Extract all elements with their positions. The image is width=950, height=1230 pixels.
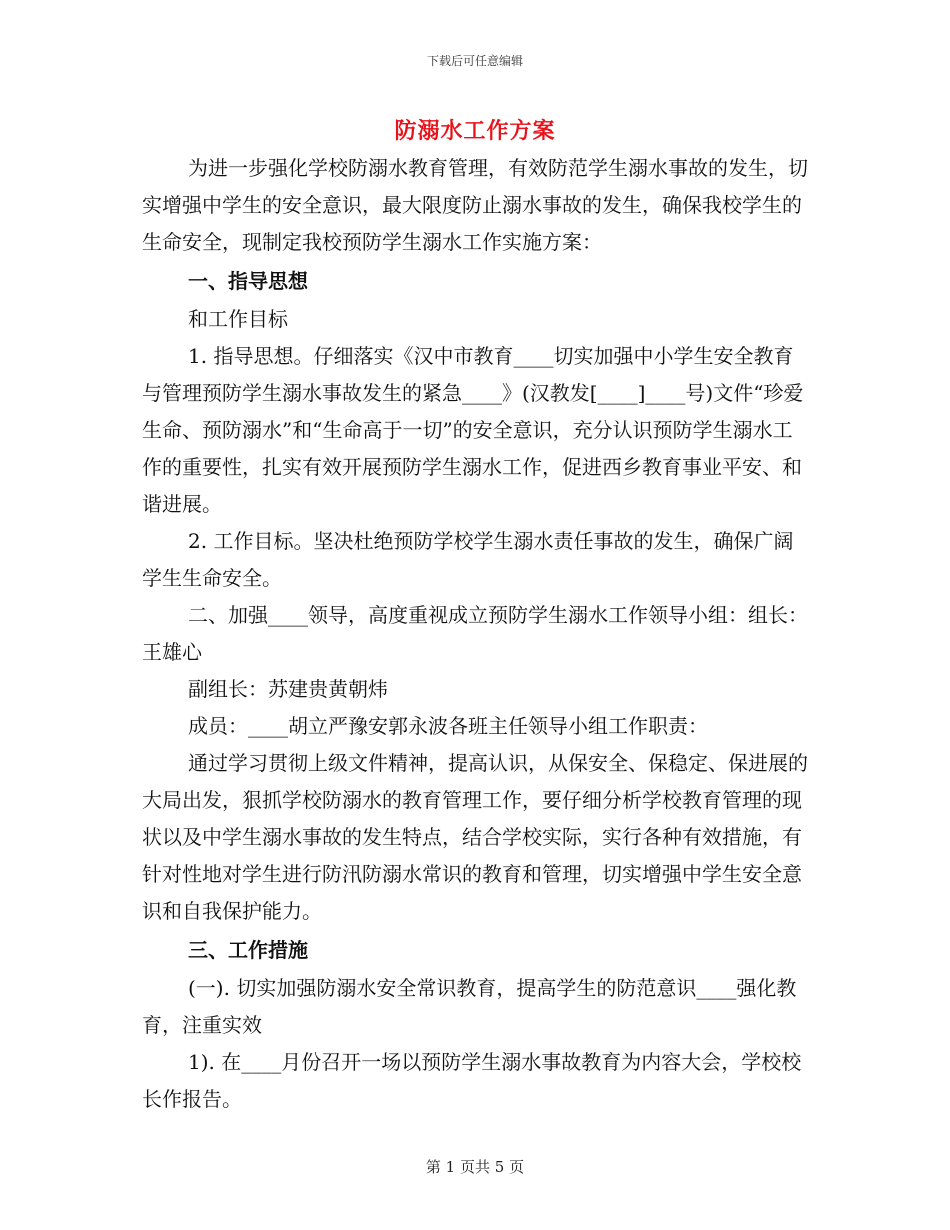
section-heading-1: 一、指导思想 bbox=[188, 269, 308, 293]
paragraph-deputy-leader: 副组长：苏建贵黄朝炜 bbox=[188, 677, 388, 701]
paragraph-measure-1-1: 1). 在____月份召开一场以预防学生溺水事故教育为内容大会，学校校长作报告。 bbox=[142, 1050, 802, 1111]
page-header-note: 下载后可任意编辑 bbox=[426, 54, 523, 68]
paragraph-guiding-thought: 1. 指导思想。仔细落实《汉中市教育____切实加强中小学生安全教育与管理预防学生溺水事故发生的紧急____》(汉教发[____]____号)文件“珍爱生命、预防溺水”和“生命高于一切”的安全意识，充分认识预防学生溺水工作的重要性，扎实有效开展预防学生溺水工作，促进西乡教育事业平安、和谐进展。 bbox=[142, 344, 804, 516]
paragraph-1: 和工作目标 bbox=[188, 307, 288, 331]
paragraph-measure-1: (一). 切实加强防溺水安全常识教育，提高学生的防范意识____强化教育，注重实效 bbox=[142, 976, 797, 1037]
page-number: 第 1 页共 5 页 bbox=[425, 1158, 525, 1176]
paragraph-work-goal: 2. 工作目标。坚决杜绝预防学校学生溺水责任事故的发生，确保广阔学生生命安全。 bbox=[142, 529, 794, 590]
document-body bbox=[142, 150, 810, 1118]
paragraph-duties: 通过学习贯彻上级文件精神，提高认识，从保安全、保稳定、保进展的大局出发，狠抓学校防溺水的教育管理工作，要仔细分析学校教育管理的现状以及中学生溺水事故的发生特点，结合学校实际，实行各种有效措施，有针对性地对学生进行防汛防溺水常识的教育和管理，切实增强中学生安全意识和自我保护能力。 bbox=[142, 751, 808, 923]
intro-paragraph: 为进一步强化学校防溺水教育管理，有效防范学生溺水事故的发生，切实增强中学生的安全意识，最大限度防止溺水事故的发生，确保我校学生的生命安全，现制定我校预防学生溺水工作实施方案： bbox=[142, 156, 808, 254]
paragraph-leadership: 二、加强____领导，高度重视成立预防学生溺水工作领导小组：组长：王雄心 bbox=[142, 603, 808, 664]
paragraph-members: 成员：____胡立严豫安郭永波各班主任领导小组工作职责： bbox=[188, 714, 708, 738]
document-title: 防溺水工作方案 bbox=[394, 118, 556, 144]
section-heading-3: 三、工作措施 bbox=[188, 938, 308, 962]
